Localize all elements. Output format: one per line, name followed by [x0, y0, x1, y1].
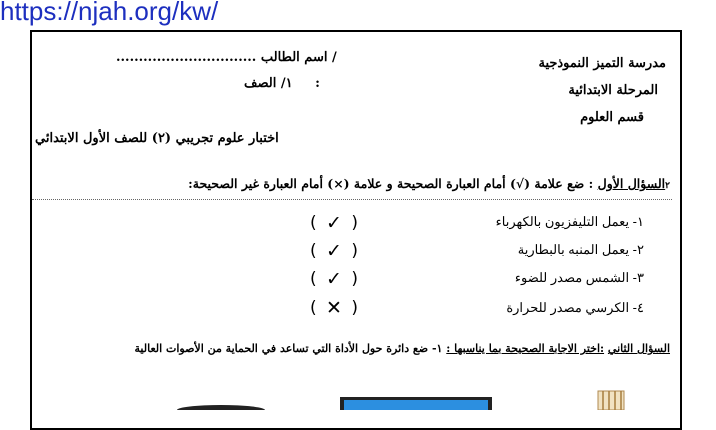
question1-item-4: ٤- الكرسي مصدر للحرارة — [506, 300, 644, 315]
exam-title: اختبار علوم تجريبي (٢) للصف الأول الابتدائي — [35, 131, 279, 146]
answer-box-2: ( ✓ ) — [310, 239, 358, 262]
question1-item-1: ١- يعمل التليفزيون بالكهرباء — [495, 214, 644, 229]
question1-heading — [32, 176, 670, 191]
check-icon: ✓ — [326, 267, 342, 290]
source-url[interactable]: https://njah.org/kw/ — [0, 0, 219, 26]
question1-title: السؤال الأول — [597, 176, 666, 191]
grade-label: الصف : — [244, 76, 320, 91]
student-name-field — [116, 50, 337, 65]
department: قسم العلوم — [580, 110, 644, 125]
answer-box-3: ( ✓ ) — [310, 267, 358, 290]
television-image-icon — [340, 397, 492, 410]
student-dots: ............................... — [116, 50, 257, 65]
student-label: اسم الطالب / — [260, 50, 337, 65]
school-stage: المرحلة الابتدائية — [568, 83, 658, 98]
question1-item-3: ٣- الشمس مصدر للضوء — [514, 270, 644, 285]
question2-heading — [62, 342, 670, 355]
question1-divider — [32, 199, 672, 200]
answer-box-4: ( ✕ ) — [310, 296, 358, 319]
cross-icon: ✕ — [326, 296, 342, 319]
question1-number: ٢ — [665, 181, 670, 191]
question2-instruction: :اختر الاجابة الصحيحة بما يناسبها : — [446, 342, 605, 355]
question2-title: السؤال الثاني — [607, 342, 670, 355]
answer-box-1: ( ✓ ) — [310, 211, 358, 234]
check-icon: ✓ — [326, 211, 342, 234]
dark-object-image-icon — [176, 404, 266, 410]
question2-sub: ١- ضع دائرة حول الأداة التي تساعد في الحماية من الأصوات العالية — [134, 342, 443, 355]
question1-item-2: ٢- يعمل المنبه بالبطارية — [517, 242, 644, 257]
question1-instruction: : ضع علامة (√) أمام العبارة الصحيحة و علامة (×) أمام العبارة غير الصحيحة: — [188, 176, 594, 191]
check-icon: ✓ — [326, 239, 342, 262]
grade-value: ١/ — [280, 76, 293, 91]
school-name: مدرسة التميز النموذجية — [538, 56, 666, 71]
chair-image-icon — [594, 389, 628, 410]
grade-field — [244, 76, 320, 91]
